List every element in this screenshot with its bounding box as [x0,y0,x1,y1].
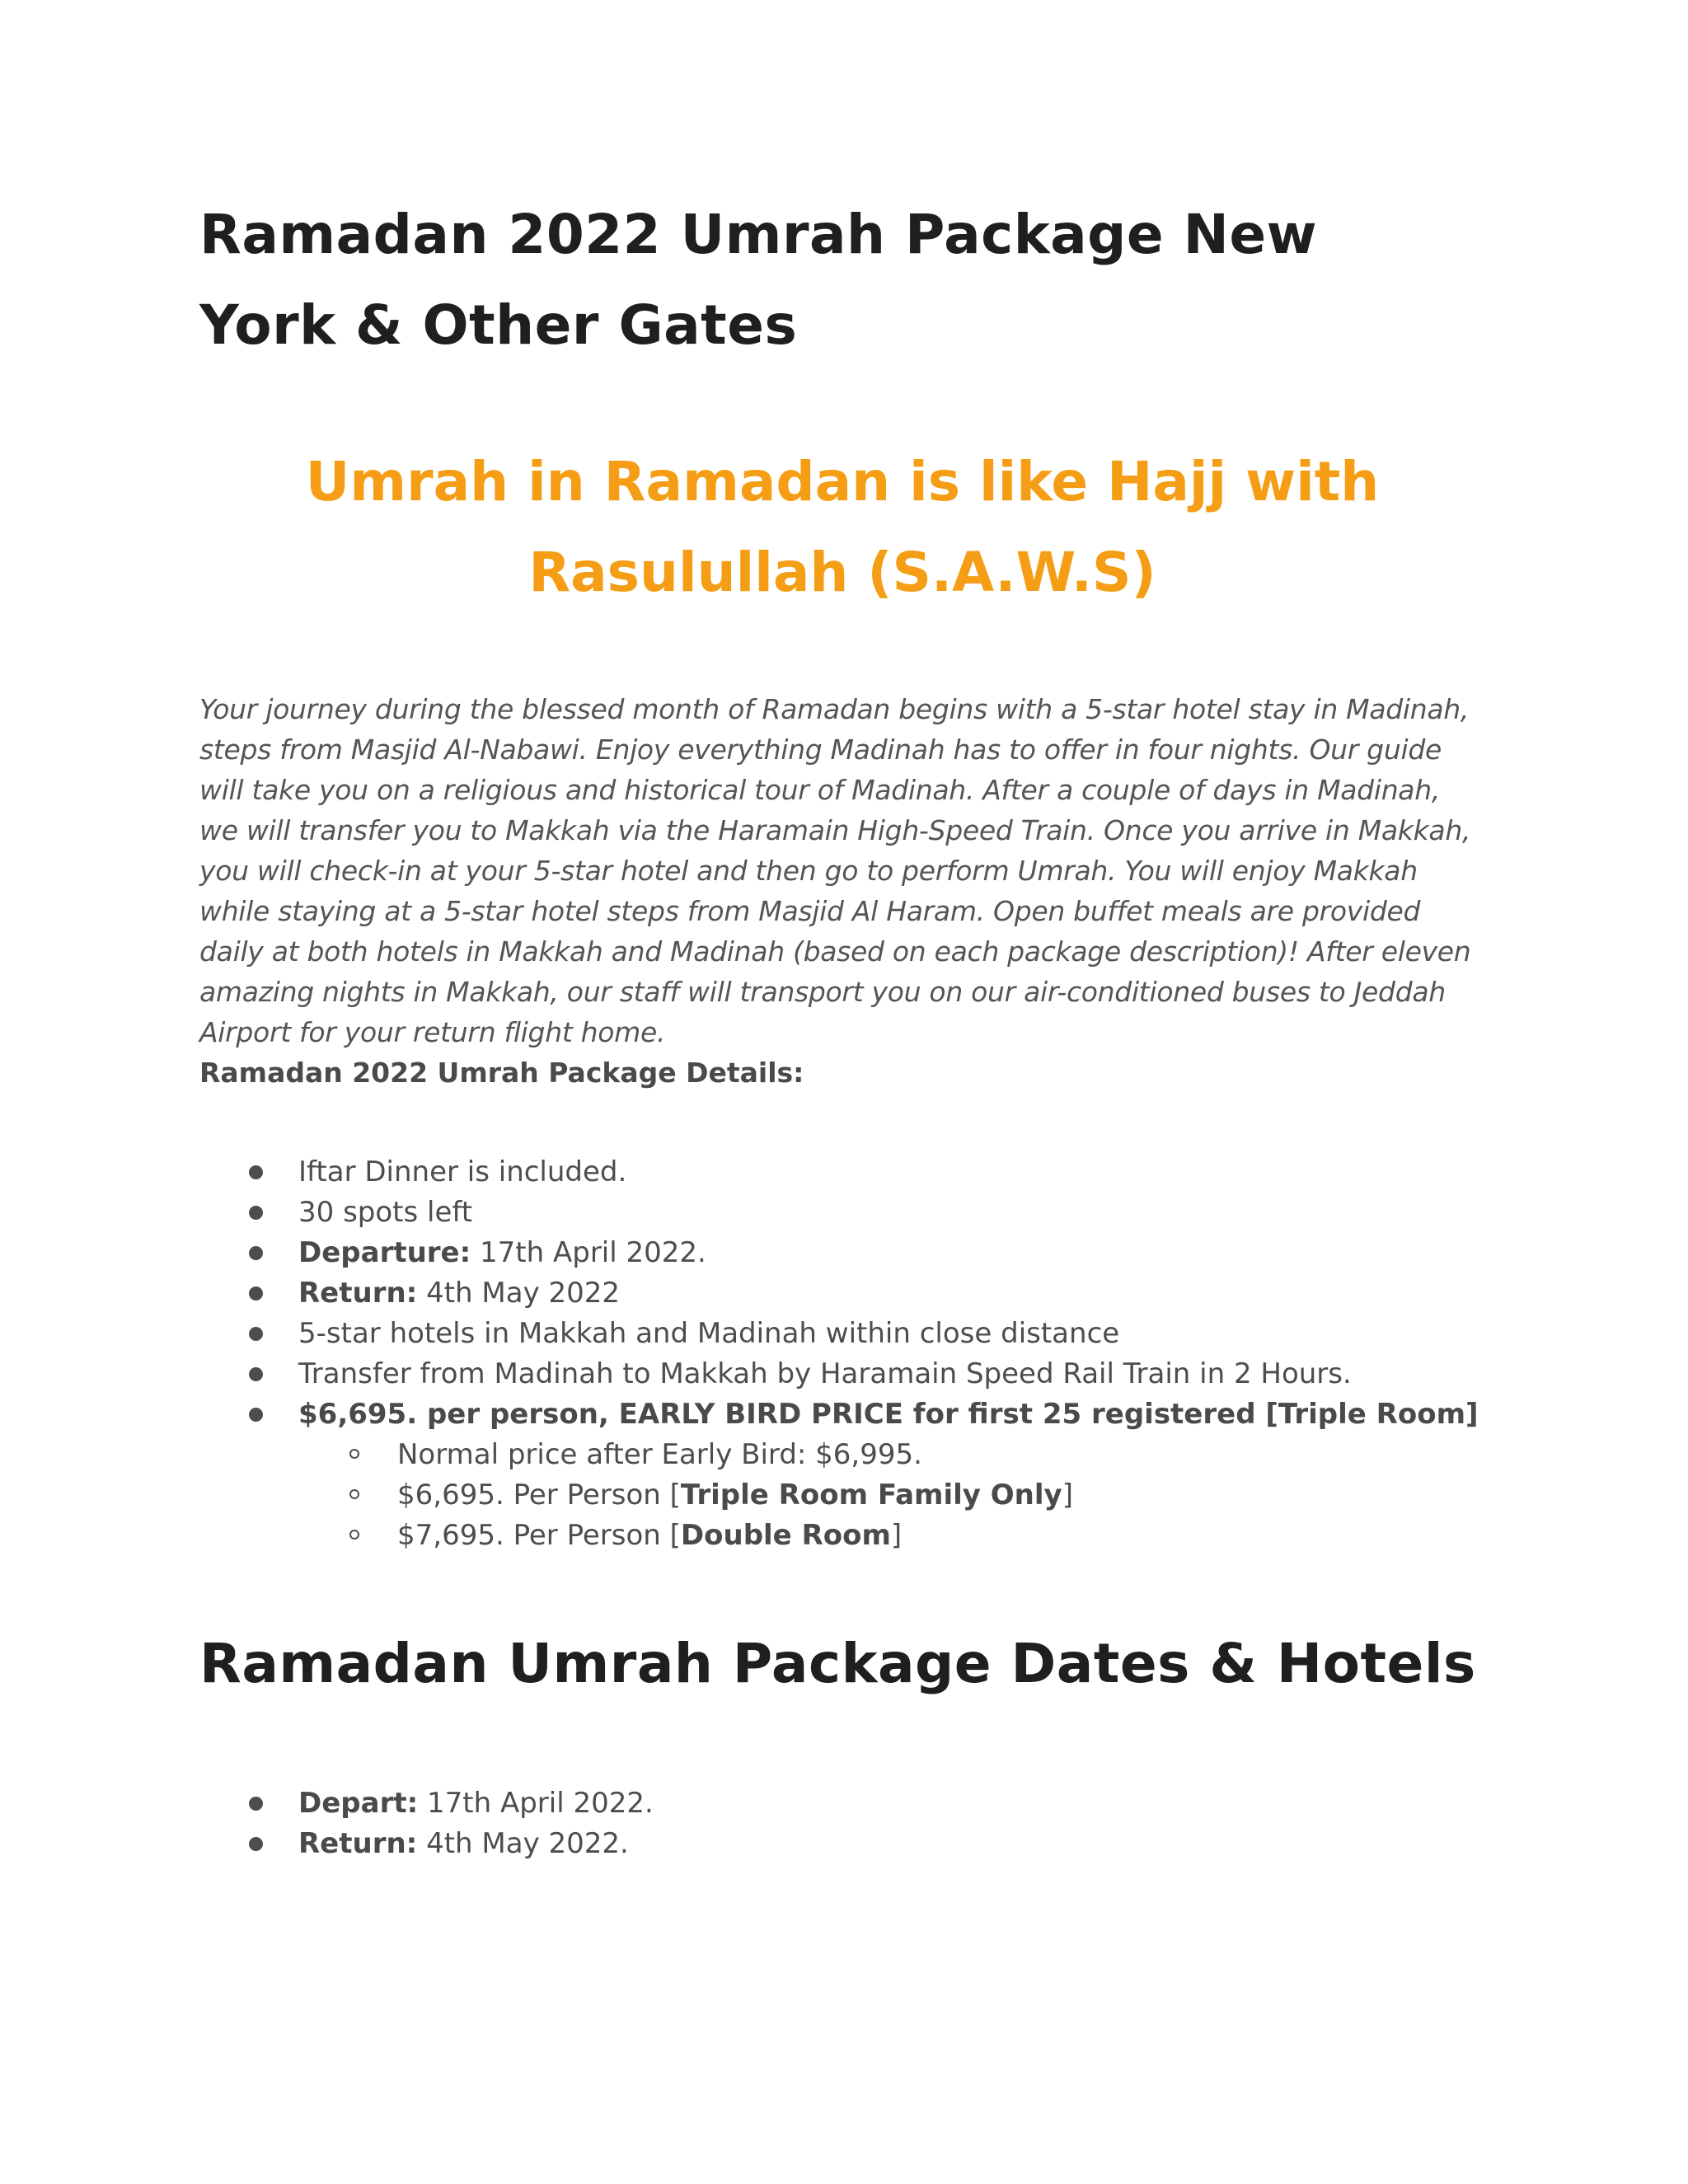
dates-section-title: Ramadan Umrah Package Dates & Hotels [199,1632,1476,1695]
document-page [199,190,1485,1864]
normal-price: Normal price after Early Bird: $6,995. [397,1438,922,1471]
return-label: Return: [298,1277,418,1310]
family-price-prefix: $6,695. Per Person [ [397,1479,681,1511]
intro-paragraph: Your journey during the blessed month of Ramadan begins with a 5-star hotel stay in Madinah, steps from Masjid Al-Nabawi. Enjoy everything Madinah has to offer in four nights. Our guide will take you on a religious and historical tour of Madinah. After a couple of days in Madinah, we will transfer you to Makkah via the Haramain High-Speed Train. Once you arrive in Makkah, you will check-in at your 5-star hotel and then go to perform Umrah. You will enjoy Makkah while staying at a 5-star hotel steps from Masjid Al Haram. Open buffet meals are provided daily at both hotels in Makkah and Madinah (based on each package description)! After eleven amazing nights in Makkah, our staff will transport you on our air-conditioned buses to Jeddah Airport for your return flight home. [199,693,1471,1048]
bullet-icon [249,1408,263,1422]
list-item [199,1193,1485,1233]
depart-value: 17th April 2022. [418,1787,654,1820]
sub-list-item [298,1435,1485,1475]
list-item [199,1783,1485,1824]
bullet-icon [249,1327,263,1341]
list-item-text: Iftar Dinner is included. [298,1155,627,1188]
bullet-icon [249,1797,263,1811]
bullet-icon [249,1206,263,1220]
details-heading: Ramadan 2022 Umrah Package Details: [199,1057,804,1089]
dates-return-label: Return: [298,1827,418,1860]
list-item-text: 30 spots left [298,1196,473,1229]
list-item [199,1152,1485,1193]
bullet-icon [249,1367,263,1381]
list-item-text: 5-star hotels in Makkah and Madinah within close distance [298,1317,1120,1350]
list-item [199,1394,1485,1556]
dates-list [199,1783,1485,1864]
bullet-icon [249,1286,263,1301]
page-title: Ramadan 2022 Umrah Package New York & Other Gates [199,203,1318,357]
departure-value: 17th April 2022. [471,1236,706,1269]
family-room-type: Triple Room Family Only [680,1479,1062,1511]
double-price-prefix: $7,695. Per Person [ [397,1519,681,1552]
bullet-icon [249,1246,263,1260]
list-item-text: Transfer from Madinah to Makkah by Haramain Speed Rail Train in 2 Hours. [298,1357,1352,1390]
return-value: 4th May 2022 [417,1277,621,1310]
double-room-type: Double Room [680,1519,891,1552]
list-item [199,1273,1485,1314]
family-price-suffix: ] [1062,1479,1073,1511]
early-bird-price: $6,695. per person, EARLY BIRD PRICE for first 25 registered [Triple Room] [298,1398,1479,1431]
price-options-list [298,1435,1485,1556]
page-subtitle: Umrah in Ramadan is like Hajj with Rasulullah (S.A.W.S) [305,450,1380,604]
list-item [199,1233,1485,1273]
list-item [199,1354,1485,1394]
sub-list-item [298,1516,1485,1556]
bullet-icon [249,1165,263,1179]
package-details-list [199,1152,1485,1556]
sub-list-item [298,1475,1485,1516]
depart-label: Depart: [298,1787,419,1820]
double-price-suffix: ] [890,1519,903,1552]
dates-return-value: 4th May 2022. [417,1827,629,1860]
departure-label: Departure: [298,1236,471,1269]
hollow-bullet-icon [349,1530,359,1540]
bullet-icon [249,1837,263,1851]
list-item [199,1314,1485,1354]
list-item [199,1824,1485,1864]
hollow-bullet-icon [349,1489,359,1499]
hollow-bullet-icon [349,1449,359,1459]
